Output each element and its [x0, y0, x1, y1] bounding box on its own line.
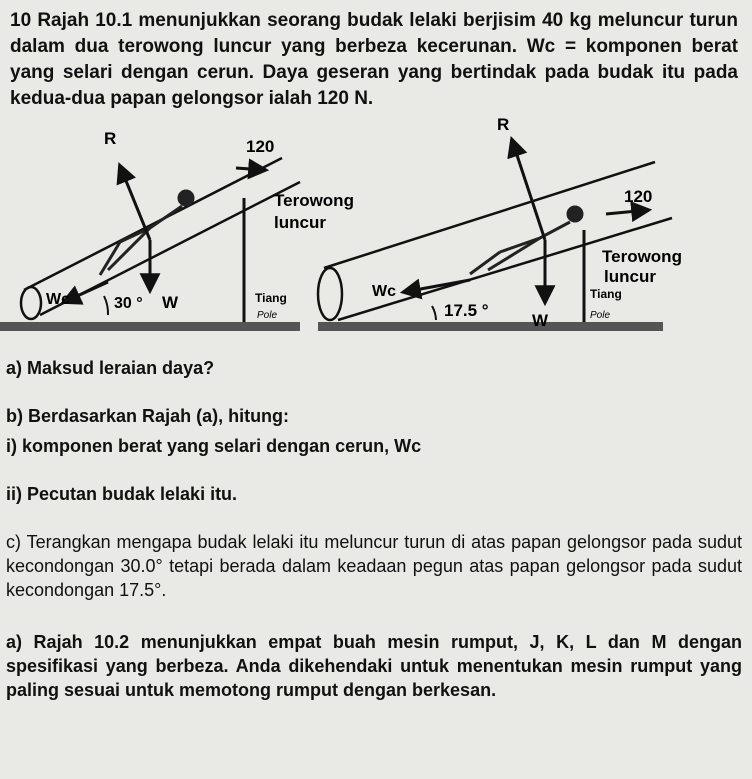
ground-left: [0, 322, 300, 331]
question-b-i: i) komponen berat yang selari dengan cerun, Wc: [6, 436, 422, 456]
left-R-label: R: [104, 129, 117, 148]
left-120-label: 120: [246, 137, 275, 156]
left-tiang-label: Tiang: [255, 291, 287, 305]
right-tiang-label: Tiang: [590, 287, 622, 301]
left-Wc-label: Wc: [46, 291, 70, 308]
question-intro: 10 Rajah 10.1 menunjukkan seorang budak lelaki berjisim 40 kg meluncur turun dalam dua terowong luncur yang berbeza kecerunan. Wc = komponen berat yang selari dengan cerun. Daya geseran yang bertindak pada budak itu pada kedua-dua papan gelongsor ialah 120 N.: [10, 10, 738, 109]
right-R-label: R: [497, 115, 510, 134]
right-W-label: W: [532, 311, 549, 330]
slide-left: [21, 129, 354, 322]
right-pole-label: Pole: [590, 310, 611, 321]
left-W-label: W: [162, 293, 179, 312]
left-pole-label: Pole: [257, 310, 278, 321]
right-terowong-label: Terowong: [602, 247, 682, 266]
left-angle-label: 30 °: [114, 295, 143, 312]
figure-slides: [0, 110, 752, 345]
right-angle-label: 17.5 °: [444, 301, 489, 320]
left-luncur-label: luncur: [274, 213, 326, 232]
question-next: a) Rajah 10.2 menunjukkan empat buah mesin rumput, J, K, L dan M dengan spesifikasi yang berbeza. Anda dikehendaki untuk menentukan mesin rumput yang paling sesuai untuk memotong rumput dengan berkesan.: [6, 632, 742, 700]
ground-right: [318, 322, 663, 331]
slide-right: [318, 115, 682, 330]
question-c: c) Terangkan mengapa budak lelaki itu meluncur turun di atas papan gelongsor pada sudut kecondongan 30.0° tetapi berada dalam keadaan pegun atas papan gelongsor pada sudut kecondongan 17.5°.: [6, 532, 742, 600]
left-terowong-label: Terowong: [274, 191, 354, 210]
question-b: b) Berdasarkan Rajah (a), hitung:: [6, 406, 290, 426]
right-Wc-label: Wc: [372, 283, 396, 300]
right-luncur-label: luncur: [604, 267, 656, 286]
right-120-label: 120: [624, 187, 653, 206]
question-b-ii: ii) Pecutan budak lelaki itu.: [6, 484, 238, 504]
question-a: a) Maksud leraian daya?: [6, 358, 215, 378]
